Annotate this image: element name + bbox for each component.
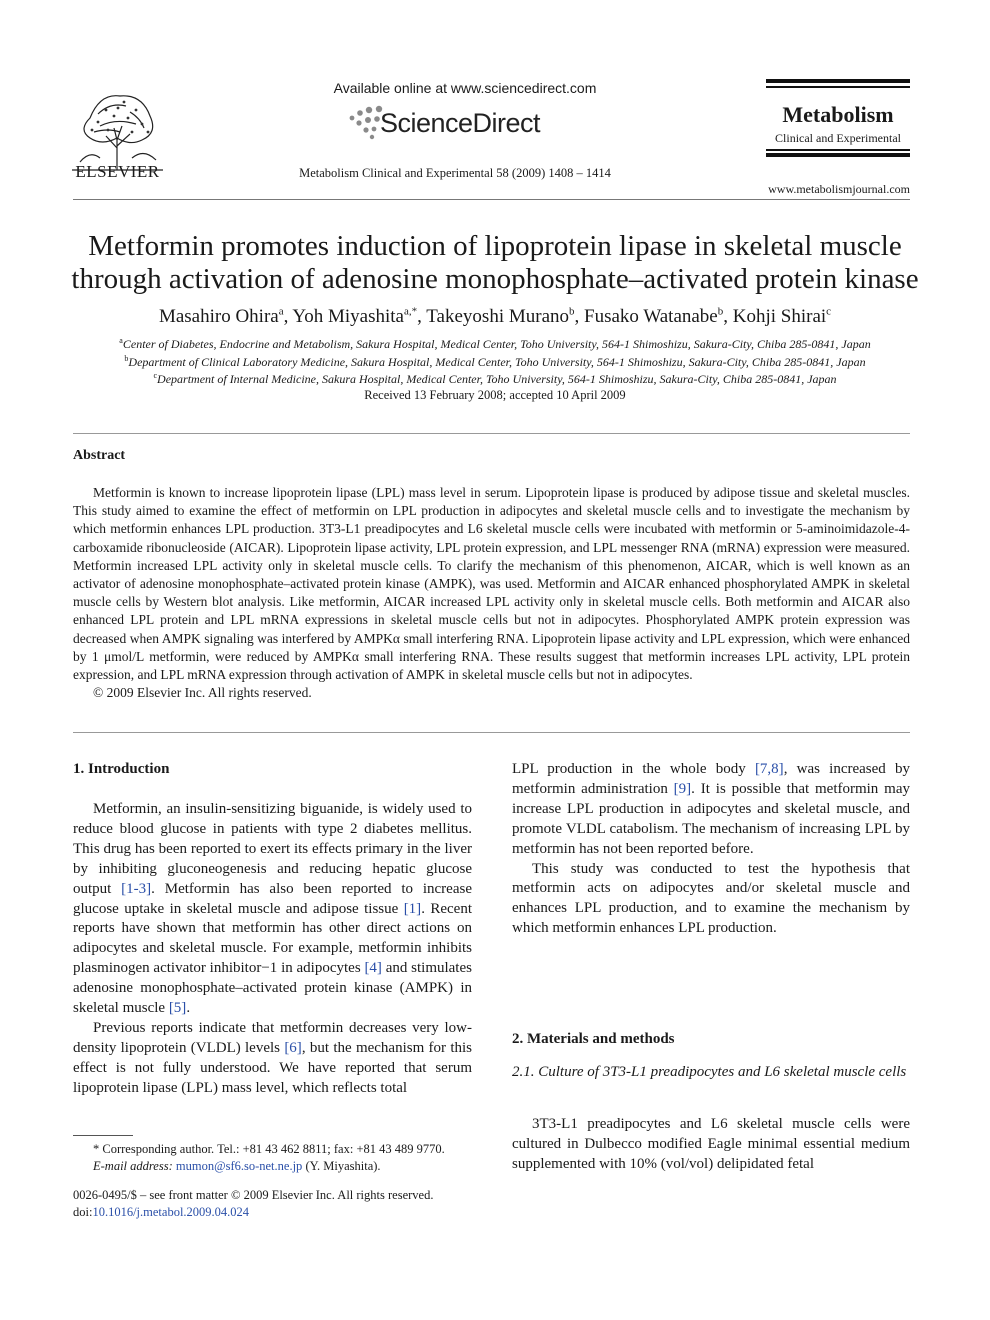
author: Fusako Watanabe$^b$, xyxy=(584,306,733,328)
subsection-heading: 2.1. Culture of 3T3-L1 preadipocytes and L6 skeletal muscle cells xyxy=(512,1064,907,1080)
email-link[interactable]: mumon@sf6.so-net.ne.jp xyxy=(175,1159,303,1173)
copyright: © 2009 Elsevier Inc. All rights reserved. xyxy=(93,685,312,701)
intro-paragraph-2-continued xyxy=(512,760,910,860)
author: Masahiro Ohira$^a$, xyxy=(158,306,293,328)
citation-link[interactable]: [4] xyxy=(364,960,382,977)
available-online[interactable]: Available online at www.sciencedirect.com xyxy=(333,80,597,96)
sciencedirect-logo: ScienceDirect xyxy=(380,108,541,138)
section-heading-introduction: 1. Introduction xyxy=(73,761,170,777)
email-line: E-mail address: mumon@sf6.so-net.ne.jp (Y. Miyashita). xyxy=(93,1159,381,1173)
doi-line: doi:10.1016/j.metabol.2009.04.024 xyxy=(73,1205,250,1219)
methods-column xyxy=(512,1115,910,1175)
journal-logo-rule xyxy=(766,86,910,88)
intro-paragraph-3: This study was conducted to test the hypothesis that metformin acts on adipocytes and/or skeletal muscle and enhances LPL production, and to examine the mechanism by which metformin enhances LPL production. xyxy=(512,860,910,937)
citation-link[interactable]: [9] xyxy=(673,780,692,797)
abstract-heading: Abstract xyxy=(73,448,126,463)
right-column xyxy=(512,760,910,992)
footnote-divider xyxy=(73,1135,133,1136)
affiliation: $^a$Center of Diabetes, Endocrine and Metabolism, Sakura Hospital, Medical Center, Toho University, 564-1 Shimoshizu, Sakura-City, Chiba 285-0841, Japan xyxy=(119,336,871,351)
abstract-top-divider xyxy=(73,433,910,434)
citation-link[interactable]: [7,8] xyxy=(754,761,784,777)
title-line: Metformin promotes induction of lipoprotein lipase in skeletal muscle xyxy=(88,230,902,262)
journal-logo-rule xyxy=(766,153,910,157)
author-list xyxy=(60,306,930,328)
journal-url[interactable]: www.metabolismjournal.com xyxy=(768,182,910,196)
citation-link[interactable]: [5] xyxy=(168,1000,187,1017)
doi-link[interactable]: 10.1016/j.metabol.2009.04.024 xyxy=(92,1205,250,1219)
citation-link[interactable]: [1] xyxy=(403,900,422,917)
elsevier-wordmark: ELSEVIER xyxy=(75,162,160,181)
corresponding-author: * Corresponding author. Tel.: +81 43 462 8811; fax: +81 43 489 9770. xyxy=(93,1142,445,1156)
methods-paragraph-1: 3T3-L1 preadipocytes and L6 skeletal muscle cells were cultured in Dulbecco modified Eagle minimal essential medium supplemented with 10% (vol/vol) delipidated fetal xyxy=(512,1116,910,1172)
affiliation: $^b$Department of Clinical Laboratory Medicine, Sakura Hospital, Medical Center, Toho University, 564-1 Shimoshizu, Sakura-City, Chiba 285-0841, Japan xyxy=(124,354,866,369)
journal-citation: Metabolism Clinical and Experimental 58 (2009) 1408 – 1414 xyxy=(299,166,611,180)
citation-link[interactable]: [1-3] xyxy=(121,880,152,897)
intro-paragraph-2-continued-text: LPL production in the whole body [7,8], was increased by metformin administration [9]. It is possible that metformin may increase LPL production in adipocytes and skeletal muscle, and promote VLDL catabolism. The mechanism of increasing LPL by metformin has not been reported before. xyxy=(512,761,910,857)
author: Takeyoshi Murano$^b$, xyxy=(426,306,585,328)
author: Yoh Miyashita$^{a,*}$, xyxy=(292,306,427,328)
journal-title: Metabolism xyxy=(782,102,894,127)
corresponding-author-note xyxy=(93,1141,483,1175)
author: Kohji Shirai$^c$ xyxy=(732,306,832,328)
front-matter-note xyxy=(73,1187,493,1221)
article-title xyxy=(60,230,930,296)
journal-logo-rule xyxy=(766,79,910,83)
intro-paragraph-2: Previous reports indicate that metformin decreases very low-density lipoprotein (VLDL) levels [6], but the mechanism for this effect is not fully understood. We have reported that serum lipoprotein lipase (LPL) mass level, which reflects total xyxy=(73,1019,473,1096)
abstract-bottom-divider xyxy=(73,732,910,733)
issn-line: 0026-0495/$ – see front matter © 2009 Elsevier Inc. All rights reserved. xyxy=(73,1188,434,1202)
journal-logo-rule xyxy=(766,149,910,151)
journal-subtitle: Clinical and Experimental xyxy=(775,131,901,145)
header-divider xyxy=(73,199,910,200)
left-column xyxy=(73,800,472,1099)
title-line: through activation of adenosine monophosphate–activated protein kinase xyxy=(71,263,919,295)
section-heading-methods: 2. Materials and methods xyxy=(512,1031,675,1047)
received-dates: Received 13 February 2008; accepted 10 April 2009 xyxy=(364,388,626,402)
citation-link[interactable]: [6] xyxy=(284,1039,302,1056)
abstract-text: Metformin is known to increase lipoprotein lipase (LPL) mass level in serum. Lipoprotein lipase is produced by adipose tissue and skeletal muscles. This study aimed to examine the effect of metformin on LPL production in adipocytes and skeletal muscle cells and to investigate the mechanism by which metformin enhances LPL production. 3T3-L1 preadipocytes and L6 skeletal muscle cells were incubated with metformin or 5-aminoimidazole-4-carboxamide ribonucleoside (AICAR). Lipoprotein lipase activity, LPL protein expression, and LPL messenger RNA (mRNA) expression were measured. Metformin increased LPL activity only in skeletal muscle cells. To clarify the mechanism of this phenomenon, AICAR, which is well known as an activator of adenosine monophosphate–activated protein kinase (AMPK), was used. Metformin and AICAR enhanced phosphorylated AMPK in skeletal muscle cells by Western blot analysis. Like metformin, AICAR increased LPL activity only in skeletal muscle cells. Both metformin and AICAR also enhanced LPL protein and LPL mRNA expressions in skeletal muscle cells but not in adipocytes. Phosphorylated AMPK protein expression was decreased when AMPK signaling was interfered by AMPKα small interfering RNA. Lipoprotein lipase activity and LPL expression, which were enhanced by 1 μmol/L metformin, were reduced by AMPKα small interfering RNA. These results suggest that metformin increases LPL activity, LPL protein expression, and LPL mRNA expression through activation of AMPK in skeletal muscle cells but not in adipocytes. xyxy=(73,485,910,683)
affiliation: $^c$Department of Internal Medicine, Sakura Hospital, Medical Center, Toho University, 564-1 Shimoshizu, Sakura-City, Chiba 285-0841, Japan xyxy=(153,371,837,386)
intro-paragraph-1: Metformin, an insulin-sensitizing biguanide, is widely used to reduce blood glucose in patients with type 2 diabetes mellitus. This drug has been reported to exert its effects primary in the liver by inhibiting gluconeogenesis and reducing hepatic glucose output [1-3]. Metformin has also been reported to increase glucose uptake in skeletal muscle and adipose tissue [1]. Recent reports have shown that metformin has other direct actions on adipocytes and skeletal muscle. For example, metformin inhibits plasminogen activator inhibitor−1 in adipocytes [4] and stimulates adenosine monophosphate–activated protein kinase (AMPK) in skeletal muscle [5]. xyxy=(73,801,472,1017)
abstract-body xyxy=(73,484,910,702)
